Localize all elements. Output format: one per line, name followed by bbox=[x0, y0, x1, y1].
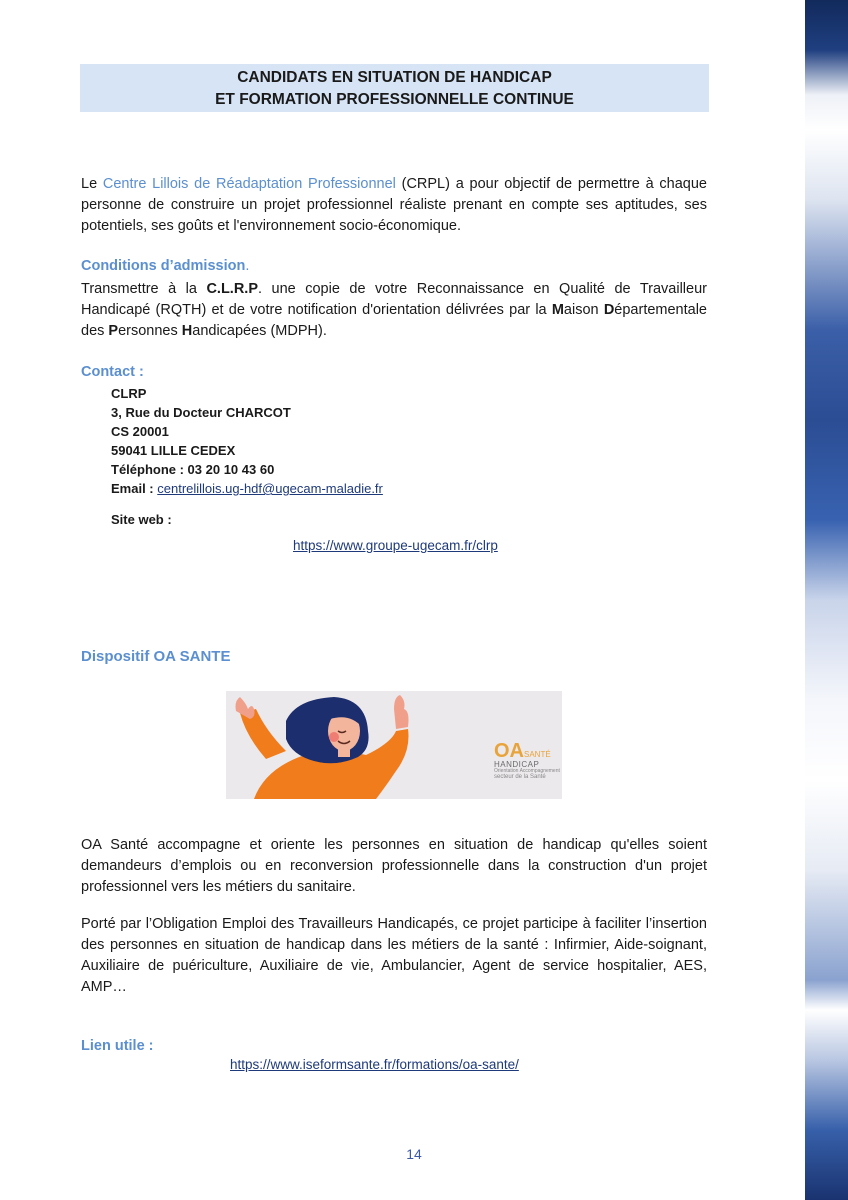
conditions-text: ersonnes bbox=[118, 323, 182, 339]
contact-cs: CS 20001 bbox=[111, 424, 169, 439]
page-title bbox=[80, 64, 709, 112]
page-title-line-2: ET FORMATION PROFESSIONNELLE CONTINUE bbox=[215, 91, 574, 108]
conditions-bold: H bbox=[181, 323, 193, 339]
conditions-text: andicapées (MDPH). bbox=[192, 323, 327, 339]
conditions-bold: P bbox=[108, 323, 119, 339]
intro-text: (CRPL) a pour objectif de permettre à chaque personne de construire un projet professionnel réaliste prenant en compte ses aptitudes, ses potentiels, ses goûts et l'environnement socio-économique. bbox=[81, 176, 707, 234]
contact-phone: Téléphone : 03 20 10 43 60 bbox=[111, 462, 275, 477]
oa-sante-link[interactable]: https://www.iseformsante.fr/formations/oa-sante/ bbox=[230, 1057, 519, 1072]
intro-prefix: Le bbox=[81, 176, 103, 192]
decorative-side-strip bbox=[805, 0, 848, 1200]
email-link[interactable]: centrelillois.ug-hdf@ugecam-maladie.fr bbox=[157, 481, 383, 496]
conditions-heading-text: Conditions d’admission bbox=[81, 258, 246, 274]
page-number: 14 bbox=[406, 1146, 422, 1162]
oa-heading: Dispositif OA SANTE bbox=[81, 648, 231, 665]
conditions-text: Transmettre à la bbox=[81, 281, 207, 297]
logo-handicap-text: HANDICAP bbox=[494, 760, 540, 769]
logo-oa-text: OA bbox=[494, 740, 524, 762]
contact-street: 3, Rue du Docteur CHARCOT bbox=[111, 405, 291, 420]
contact-block bbox=[111, 384, 383, 529]
logo-sub2-text: secteur de la Santé bbox=[494, 774, 546, 780]
contact-heading: Contact : bbox=[81, 364, 144, 380]
email-label: Email : bbox=[111, 481, 158, 496]
logo-sante-text: SANTÉ bbox=[524, 750, 551, 759]
conditions-text: aison bbox=[563, 302, 604, 318]
oa-paragraph-2: Porté par l’Obligation Emploi des Travailleurs Handicapés, ce projet participe à faciliter l’insertion des personnes en situation de handicap dans les métiers de la santé : Infirmier, Aide-soignant, Auxiliaire de puériculture, Auxiliaire de vie, Ambulancier, Agent de service hospitalier, AES, AMP… bbox=[81, 916, 707, 995]
useful-link-heading: Lien utile : bbox=[81, 1038, 154, 1054]
conditions-text: . une copie de votre Reconnaissance en Qualité de Travailleur Handicapé (RQTH) et de votre notification d'orientation délivrées par la bbox=[81, 281, 707, 318]
oa-sante-logo bbox=[494, 741, 560, 780]
conditions-bold: C.L.R.P bbox=[206, 281, 259, 297]
conditions-heading bbox=[81, 258, 249, 274]
intro-paragraph bbox=[81, 174, 707, 237]
conditions-paragraph bbox=[81, 279, 707, 342]
oa-sante-banner bbox=[226, 691, 562, 799]
contact-city: 59041 LILLE CEDEX bbox=[111, 443, 236, 458]
contact-email-row bbox=[111, 479, 383, 498]
site-label: Site web : bbox=[111, 512, 172, 527]
conditions-text: épartementale des bbox=[81, 302, 707, 339]
org-name: Centre Lillois de Réadaptation Professionnel bbox=[102, 176, 396, 192]
conditions-bold: M bbox=[551, 302, 564, 318]
logo-sub1-text: Orientation Accompagnement bbox=[494, 768, 560, 774]
conditions-bold: D bbox=[603, 302, 615, 318]
page-title-line-1: CANDIDATS EN SITUATION DE HANDICAP bbox=[237, 69, 552, 86]
conditions-heading-dot: . bbox=[245, 258, 250, 274]
oa-paragraph-1: OA Santé accompagne et oriente les personnes en situation de handicap qu'elles soient demandeurs d’emplois ou en reconversion professionnelle dans la construction d'un projet professionnel vers les métiers du sanitaire. bbox=[81, 837, 707, 895]
contact-name: CLRP bbox=[111, 386, 147, 401]
clrp-website-link[interactable]: https://www.groupe-ugecam.fr/clrp bbox=[293, 538, 498, 553]
